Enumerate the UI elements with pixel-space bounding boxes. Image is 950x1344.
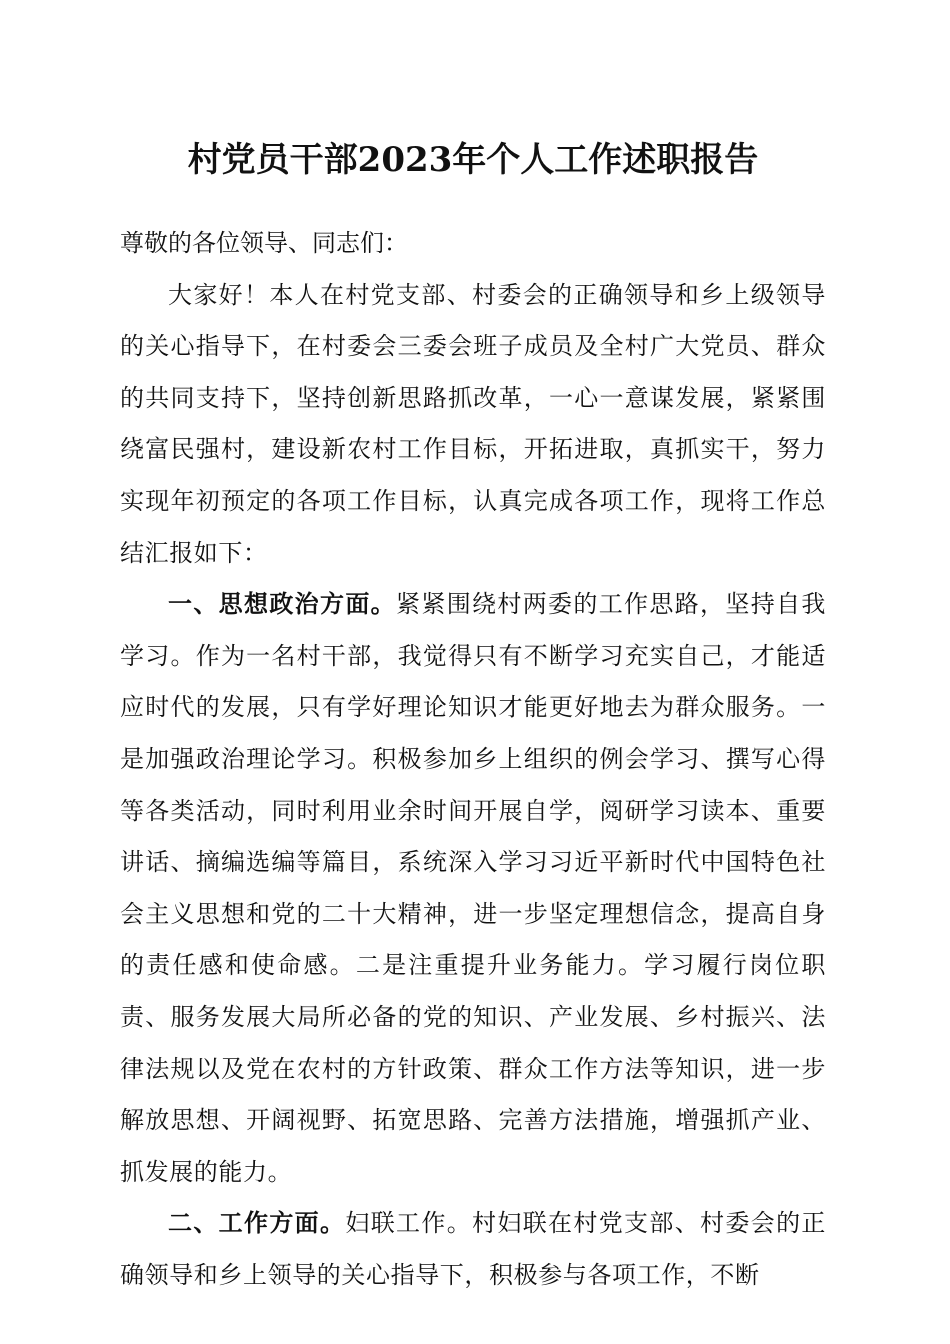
paragraph-text: 大家好！本人在村党支部、村委会的正确领导和乡上级领导的关心指导下，在村委会三委会班子成员及全村广大党员、群众的共同支持下，坚持创新思路抓改革，一心一意谋发展，紧紧围绕富民强村，建设新农村工作目标，开拓进取，真抓实干，努力实现年初预定的各项工作目标，认真完成各项工作，现将工作总结汇报如下： <box>120 280 826 567</box>
document-page <box>120 130 826 1301</box>
section-heading: 二、工作方面。 <box>168 1209 346 1238</box>
paragraph-intro <box>120 270 826 580</box>
section-heading: 一、思想政治方面。 <box>168 590 397 619</box>
document-title: 村党员干部2023年个人工作述职报告 <box>187 140 759 180</box>
salutation: 尊敬的各位领导、同志们： <box>120 229 408 257</box>
paragraph-text: 妇联工作。村妇联在村党支部、村委会的正确领导和乡上领导的关心指导下，积极参与各项工作，不断 <box>120 1209 826 1289</box>
paragraph-text: 紧紧围绕村两委的工作思路，坚持自我学习。作为一名村干部，我觉得只有不断学习充实自己，才能适应时代的发展，只有学好理论知识才能更好地去为群众服务。一是加强政治理论学习。积极参加乡上组织的例会学习、撰写心得等各类活动，同时利用业余时间开展自学，阅研学习读本、重要讲话、摘编选编等篇目，系统深入学习习近平新时代中国特色社会主义思想和党的二十大精神，进一步坚定理想信念，提高自身的责任感和使命感。二是注重提升业务能力。学习履行岗位职责、服务发展大局所必备的党的知识、产业发展、乡村振兴、法律法规以及党在农村的方针政策、群众工作方法等知识，进一步解放思想、开阔视野、拓宽思路、完善方法措施，增强抓产业、抓发展的能力。 <box>120 590 826 1186</box>
document-body <box>120 218 826 1301</box>
paragraph-work <box>120 1198 826 1301</box>
paragraph-ideology <box>120 579 826 1198</box>
